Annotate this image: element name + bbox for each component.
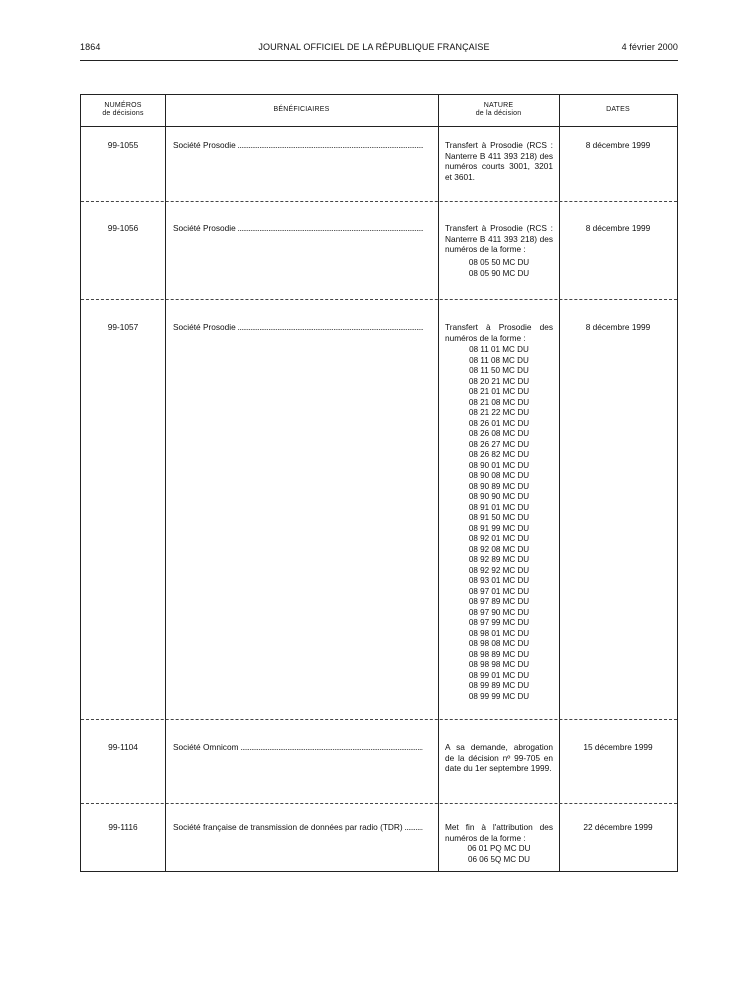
row-divider [81,719,677,720]
number-code: 08 21 22 MC DU [468,408,530,417]
decision-nature: Transfert à Prosodie (RCS : Nanterre B 411 393 218) des numéros courts 3001, 3201 et 3601. [445,140,553,182]
column-divider [559,95,560,871]
number-code: 08 92 89 MC DU [468,555,530,564]
number-code: 08 92 92 MC DU [468,565,530,575]
number-code: 08 91 99 MC DU [468,523,530,533]
number-code: 08 20 21 MC DU [468,376,530,386]
number-list [439,345,559,702]
decision-number: 99-1116 [108,822,138,832]
header-rule [80,60,678,61]
number-code: 08 98 01 MC DU [468,628,530,638]
number-code: 08 91 50 MC DU [468,513,530,522]
decision-date: 15 décembre 1999 [583,742,653,752]
number-code: 08 05 90 MC DU [468,268,530,278]
number-list [439,844,559,865]
column-header-nature-line2: de la décision [475,110,522,117]
number-code: 08 90 01 MC DU [468,460,530,470]
number-code: 08 97 90 MC DU [468,607,530,617]
header-divider [81,126,677,127]
decision-nature: Transfert à Prosodie (RCS : Nanterre B 411 393 218) des numéros de la forme : [445,223,553,254]
column-divider [165,95,166,871]
decision-number: 99-1055 [107,140,139,150]
number-code: 08 93 01 MC DU [468,576,530,585]
number-code: 08 05 50 MC DU [468,258,530,267]
number-code: 08 98 89 MC DU [468,649,530,659]
beneficiary: Société Prosodie ..... [173,140,423,151]
number-code: 08 92 01 MC DU [468,534,530,543]
number-code: 08 26 08 MC DU [468,429,530,438]
number-code: 06 01 PQ MC DU [467,844,531,853]
decision-number: 99-1104 [108,742,138,752]
column-header-nature-line1: NATURE [483,102,514,109]
number-code: 08 99 89 MC DU [468,681,530,690]
number-code: 08 26 01 MC DU [468,418,530,428]
decision-number: 99-1057 [107,322,139,332]
journal-title: JOURNAL OFFICIEL DE LA RÉPUBLIQUE FRANÇAISE [258,42,490,52]
row-divider [81,299,677,300]
number-code: 08 90 90 MC DU [468,492,530,501]
number-code: 08 92 08 MC DU [468,544,530,554]
number-code: 08 97 01 MC DU [468,586,530,596]
number-code: 08 98 08 MC DU [468,639,530,648]
number-code: 08 21 01 MC DU [468,387,530,396]
decision-date: 22 décembre 1999 [583,822,653,832]
number-code: 08 21 08 MC DU [468,397,530,407]
publication-date: 4 février 2000 [621,42,678,52]
number-code: 08 11 08 MC DU [469,355,529,365]
number-code: 08 11 01 MC DU [469,345,529,354]
decision-nature: Met fin à l'attribution des numéros de la forme : [445,822,553,843]
row-divider [81,201,677,202]
page-number: 1864 [80,42,101,52]
number-code: 08 98 98 MC DU [468,660,530,669]
row-divider [81,803,677,804]
beneficiary: Société française de transmission de données par radio (TDR) ..... [173,822,423,833]
beneficiary: Société Prosodie ..... [173,223,423,234]
decision-nature: Transfert à Prosodie des numéros de la forme : [445,322,553,343]
decision-date: 8 décembre 1999 [585,223,651,233]
number-code: 08 99 01 MC DU [468,670,530,680]
column-header-numeros [81,102,165,118]
number-code: 08 91 01 MC DU [468,502,530,512]
decision-date: 8 décembre 1999 [585,140,651,150]
column-header-dates: DATES [606,106,630,113]
number-list [439,258,559,279]
number-code: 08 26 82 MC DU [468,450,530,459]
column-header-numeros-line1: NUMÉROS [104,102,142,109]
beneficiary: Société Prosodie ..... [173,322,423,333]
number-code: 08 97 89 MC DU [468,597,530,606]
number-code: 06 06 5Q MC DU [467,854,531,864]
number-code: 08 99 99 MC DU [468,691,530,701]
number-code: 08 97 99 MC DU [468,618,530,627]
decision-nature: A sa demande, abrogation de la décision nº 99-705 en date du 1er septembre 1999. [445,742,553,773]
number-code: 08 26 27 MC DU [468,439,530,449]
beneficiary: Société Omnicom ..... [173,742,423,753]
decisions-table [80,94,678,872]
number-code: 08 90 08 MC DU [468,471,530,480]
column-header-nature [438,102,559,118]
column-header-beneficiaires: BÉNÉFICIAIRES [273,106,330,113]
decision-number: 99-1056 [107,223,139,233]
number-code: 08 11 50 MC DU [469,366,529,375]
column-header-numeros-line2: de décisions [102,110,144,117]
decision-date: 8 décembre 1999 [585,322,651,332]
number-code: 08 90 89 MC DU [468,481,530,491]
